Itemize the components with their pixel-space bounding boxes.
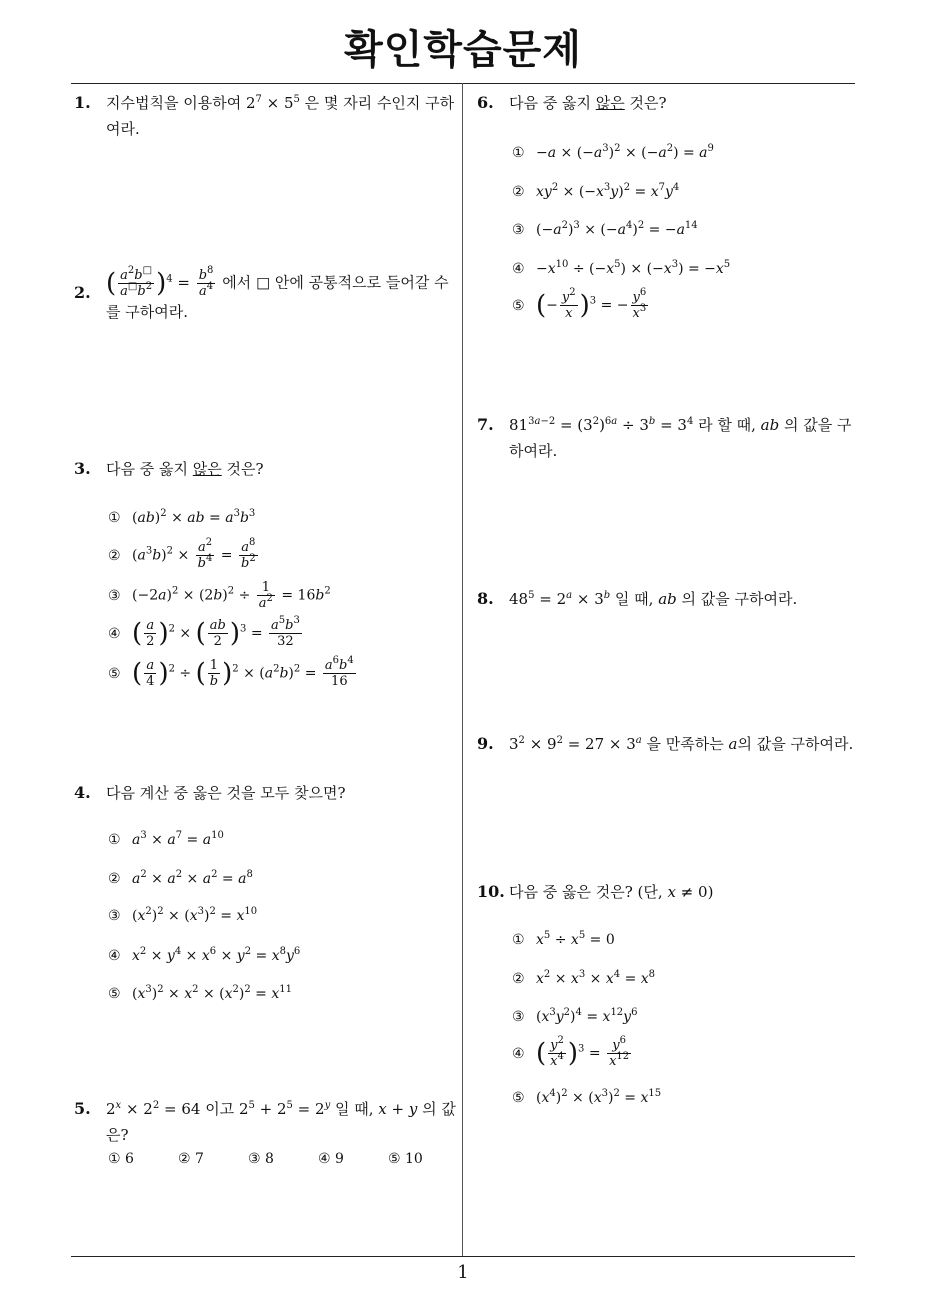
choice: ④ $x^2 \times y^4 \times x^6 \times y^2 = x^8y^6$ xyxy=(108,946,301,964)
column-divider xyxy=(462,83,463,1256)
problem-10 xyxy=(477,879,861,905)
problem-2 xyxy=(74,265,458,325)
problem-number: 3. xyxy=(74,459,91,478)
choice: ① 6 xyxy=(108,1151,134,1167)
problem-number: 6. xyxy=(477,93,494,112)
choice: ② 7 xyxy=(178,1151,204,1167)
problem-8 xyxy=(477,586,861,612)
choice: ③ $(x^3y^2)^4 = x^{12}y^6$ xyxy=(512,1007,638,1025)
problem-5 xyxy=(74,1096,458,1148)
problem-text: $81^{3a-2} = (3^2)^{6a} \div 3^b = 3^4$ 라 할 때, ab 의 값을 구하여라. xyxy=(509,416,852,460)
choice: ④ ( $\frac{y^2}{x^4}$ )$^3$ = $\frac{y^6}{x^{12}}$ xyxy=(512,1035,630,1069)
problem-text: $48^5 = 2^a \times 3^b$ 일 때, ab 의 값을 구하여라. xyxy=(509,590,798,608)
choice: ③ $(-a^2)^3 \times (-a^4)^2 = -a^{14}$ xyxy=(512,220,698,238)
choice: ④ ( $\frac{a}{2}$ )$^2$ × ( $\frac{ab}{2}$ )$^3$ = $\frac{a^5b^3}{32}$ xyxy=(108,615,300,649)
problem-9 xyxy=(477,731,861,757)
problem-text: $3^2 \times 9^2 = 27 \times 3^a$ 을 만족하는 a의 값을 구하여라. xyxy=(509,735,854,753)
choice: ② $a^2 \times a^2 \times a^2 = a^8$ xyxy=(108,869,253,887)
problem-text: 다음 중 옳지 않은 것은? xyxy=(509,94,667,112)
problem-text: ( $\frac{a^2b^□}{a^□b^2}$ )$^4$ = $\frac{b^8}{a^4}$ 에서 □ 안에 공통적으로 들어갈 수를 구하여라. xyxy=(106,265,449,321)
problem-number: 2. xyxy=(74,283,91,302)
choice: ⑤ (− $\frac{y^2}{x}$ )$^3$ = − $\frac{y^6}{x^3}$ xyxy=(512,287,647,321)
choice: ② $xy^2 \times (-x^3y)^2 = x^7y^4$ xyxy=(512,182,680,200)
bottom-rule xyxy=(71,1256,855,1257)
problem-6 xyxy=(477,90,861,116)
choice: ⑤ ( $\frac{a}{4}$ )$^2$ ÷ ( $\frac{1}{b}$ )$^2 \times (a^2b)^2$ = $\frac{a^6b^4}{16}$ xyxy=(108,655,354,689)
choice: ② $x^2 \times x^3 \times x^4 = x^8$ xyxy=(512,969,656,987)
problem-1 xyxy=(74,90,458,142)
problem-text: 지수법칙을 이용하여 $2^7 \times 5^5$ 은 몇 자리 수인지 구하여라. xyxy=(106,94,455,138)
problem-7 xyxy=(477,412,861,464)
problem-text: 다음 중 옳은 것은? (단, x ≠ 0) xyxy=(509,883,714,901)
choice: ① $x^5 \div x^5 = 0$ xyxy=(512,930,615,948)
problem-number: 5. xyxy=(74,1099,91,1118)
choice: ③ $(-2a)^2 \times (2b)^2$ ÷ $\frac{1}{a^2}$ = $16b^2$ xyxy=(108,580,331,611)
problem-number: 1. xyxy=(74,93,91,112)
choice: ④ 9 xyxy=(318,1151,344,1167)
choice: ③ $(x^2)^2 \times (x^3)^2 = x^{10}$ xyxy=(108,906,258,924)
problem-number: 4. xyxy=(74,783,91,802)
top-rule xyxy=(71,83,855,84)
choice: ① (ab)$^2$ × ab = $a^3b^3$ xyxy=(108,508,256,526)
problem-text: $2^x \times 2^2 = 64$ 이고 $2^5 + 2^5 = 2^y$ 일 때, x + y 의 값은? xyxy=(106,1100,456,1144)
page-number: 1 xyxy=(457,1262,469,1283)
problem-3 xyxy=(74,456,458,482)
problem-number: 10. xyxy=(477,882,505,901)
choice-row xyxy=(108,1151,458,1167)
problem-4 xyxy=(74,780,458,806)
problem-number: 7. xyxy=(477,415,494,434)
choice: ④ $-x^{10} \div (-x^5) \times (-x^3) = -x^5$ xyxy=(512,259,731,277)
page-title: 확인학습문제 xyxy=(344,27,582,73)
choice: ⑤ $(x^3)^2 \times x^2 \times (x^2)^2 = x^{11}$ xyxy=(108,984,293,1002)
problem-number: 8. xyxy=(477,589,494,608)
choice: ② $(a^3b)^2$ × $\frac{a^2}{b^4}$ = $\frac{a^8}{b^2}$ xyxy=(108,537,256,571)
choice: ⑤ 10 xyxy=(388,1151,423,1167)
choice: ① $a^3 \times a^7 = a^{10}$ xyxy=(108,830,224,848)
problem-text: 다음 계산 중 옳은 것을 모두 찾으면? xyxy=(106,784,346,802)
problem-number: 9. xyxy=(477,734,494,753)
choice: ③ 8 xyxy=(248,1151,274,1167)
choice: ⑤ $(x^4)^2 \times (x^3)^2 = x^{15}$ xyxy=(512,1088,662,1106)
choice: ① $-a \times (-a^3)^2 \times (-a^2) = a^9$ xyxy=(512,143,714,161)
problem-text: 다음 중 옳지 않은 것은? xyxy=(106,460,264,478)
